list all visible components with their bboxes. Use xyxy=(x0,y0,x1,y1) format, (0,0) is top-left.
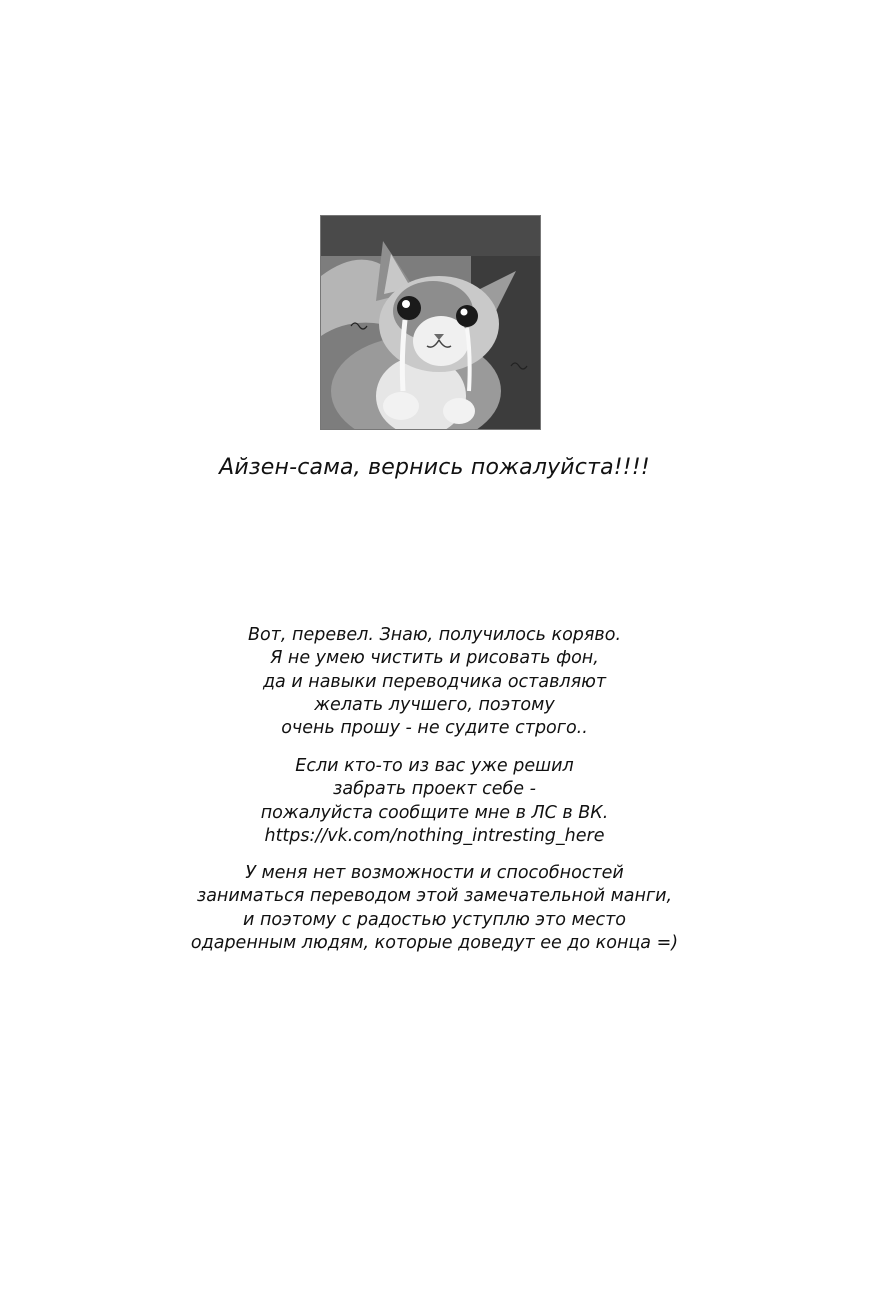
text-line: желать лучшего, поэтому xyxy=(314,694,555,715)
text-line: одаренным людям, которые доведут ее до конца =) xyxy=(190,932,679,953)
text-line: да и навыки переводчика оставляют xyxy=(262,671,607,692)
headline: Айзен-сама, вернись пожалуйста!!!! xyxy=(219,455,650,480)
paragraph-2 xyxy=(0,755,869,848)
text-line: У меня нет возможности и способностей xyxy=(245,863,624,883)
crying-cat-image xyxy=(320,215,541,430)
text-line: заниматься переводом этой замечательной манги, xyxy=(196,886,673,907)
paragraph-1 xyxy=(0,624,869,740)
text-line: пожалуйста сообщите мне в ЛС в ВК. xyxy=(260,802,609,823)
text-line: Я не умею чистить и рисовать фон, xyxy=(270,648,599,669)
crying-cat-icon xyxy=(321,216,540,429)
text-line: забрать проект себе - xyxy=(333,779,536,800)
text-line: и поэтому с радостью уступлю это место xyxy=(243,909,626,930)
text-line: Вот, перевел. Знаю, получилось корявo. xyxy=(247,625,622,645)
paragraph-3 xyxy=(0,862,869,955)
vk-link[interactable]: https://vk.com/nothing_intresting_here xyxy=(264,825,605,846)
text-line: очень прошу - не судите строго.. xyxy=(281,718,588,739)
text-line: Если кто-то из вас уже решил xyxy=(295,756,574,776)
